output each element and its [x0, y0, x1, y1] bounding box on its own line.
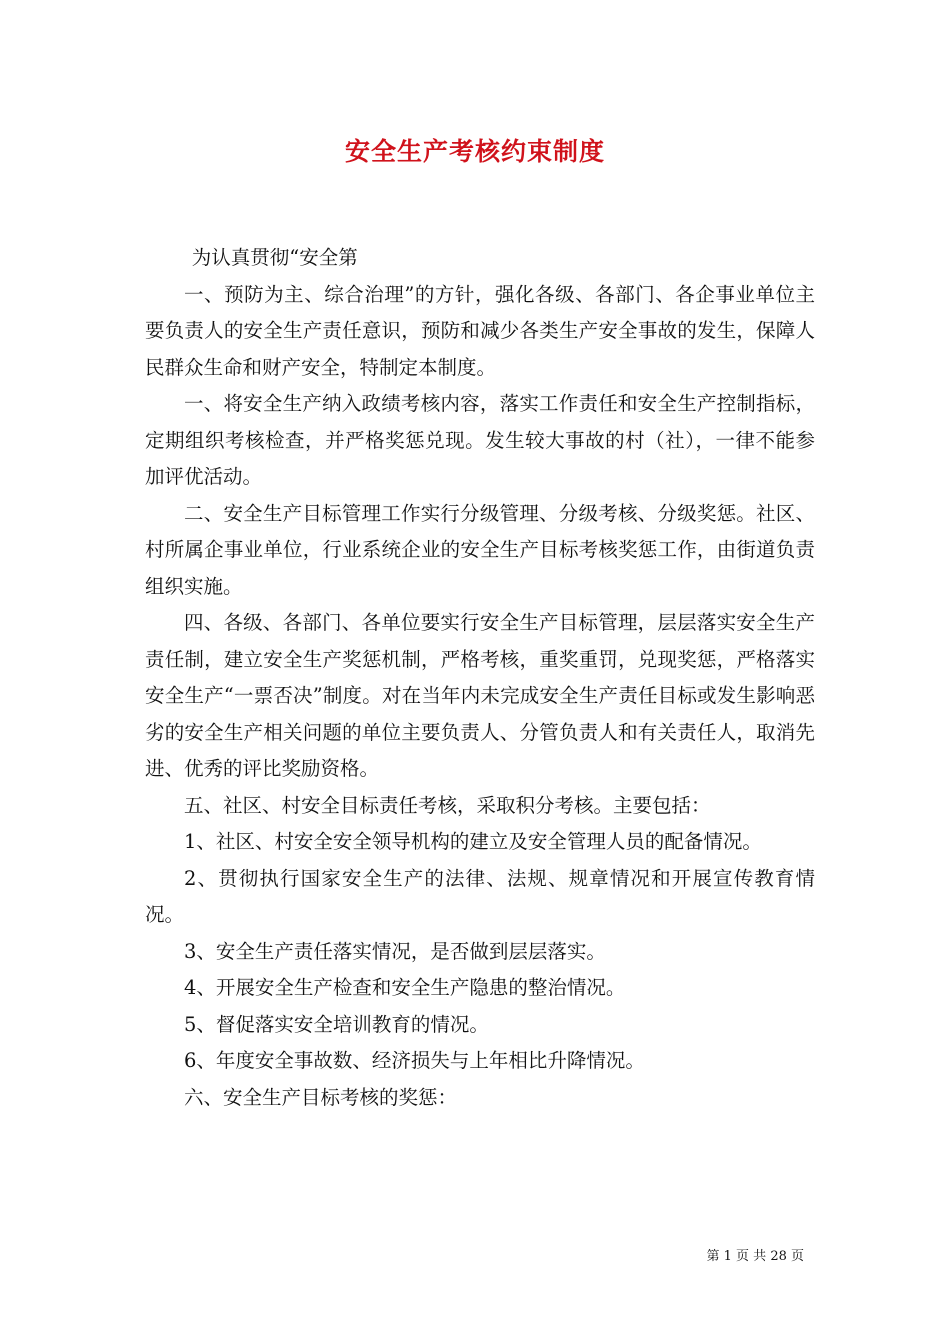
document-title: 安全生产考核约束制度: [344, 137, 605, 166]
paragraph-sub-4: 4、开展安全生产检查和安全生产隐患的整治情况。: [184, 976, 626, 999]
paragraph-item-1: 一、将安全生产纳入政绩考核内容，落实工作责任和安全生产控制指标，定期组织考核检查，并严格奖惩兑现。发生较大事故的村（社），一律不能参加评优活动。: [145, 392, 815, 488]
document-body: [145, 240, 815, 1116]
paragraph-sub-3: 3、安全生产责任落实情况，是否做到层层落实。: [184, 939, 606, 963]
paragraph-sub-6: 6、年度安全事故数、经济损失与上年相比升降情况。: [184, 1049, 645, 1072]
paragraph-intro: 为认真贯彻“安全第: [191, 246, 358, 269]
paragraph-sub-1: 1、社区、村安全安全领导机构的建立及安全管理人员的配备情况。: [184, 830, 762, 853]
paragraph-sub-5: 5、督促落实安全培训教育的情况。: [184, 1012, 489, 1036]
page-number: 第 1 页 共 28 页: [706, 1249, 804, 1264]
paragraph-item-4: 四、各级、各部门、各单位要实行安全生产目标管理，层层落实安全生产责任制，建立安全生产奖惩机制，严格考核，重奖重罚，兑现奖惩，严格落实安全生产“一票否决”制度。对在当年内未完成安全生产责任目标或发生影响恶劣的安全生产相关问题的单位主要负责人、分管负责人和有关责任人，取消先进、优秀的评比奖励资格。: [145, 611, 815, 780]
paragraph-sub-2: 2、贯彻执行国家安全生产的法律、法规、规章情况和开展宣传教育情况。: [145, 866, 815, 926]
paragraph-item-6: 六、安全生产目标考核的奖惩：: [184, 1085, 458, 1109]
paragraph-policy: 一、预防为主、综合治理”的方针，强化各级、各部门、各企事业单位主要负责人的安全生产责任意识，预防和减少各类生产安全事故的发生，保障人民群众生命和财产安全，特制定本制度。: [145, 282, 815, 379]
paragraph-item-5: 五、社区、村安全目标责任考核，采取积分考核。主要包括：: [184, 793, 711, 817]
paragraph-item-2: 二、安全生产目标管理工作实行分级管理、分级考核、分级奖惩。社区、村所属企事业单位，行业系统企业的安全生产目标考核奖惩工作，由街道负责组织实施。: [145, 501, 815, 598]
